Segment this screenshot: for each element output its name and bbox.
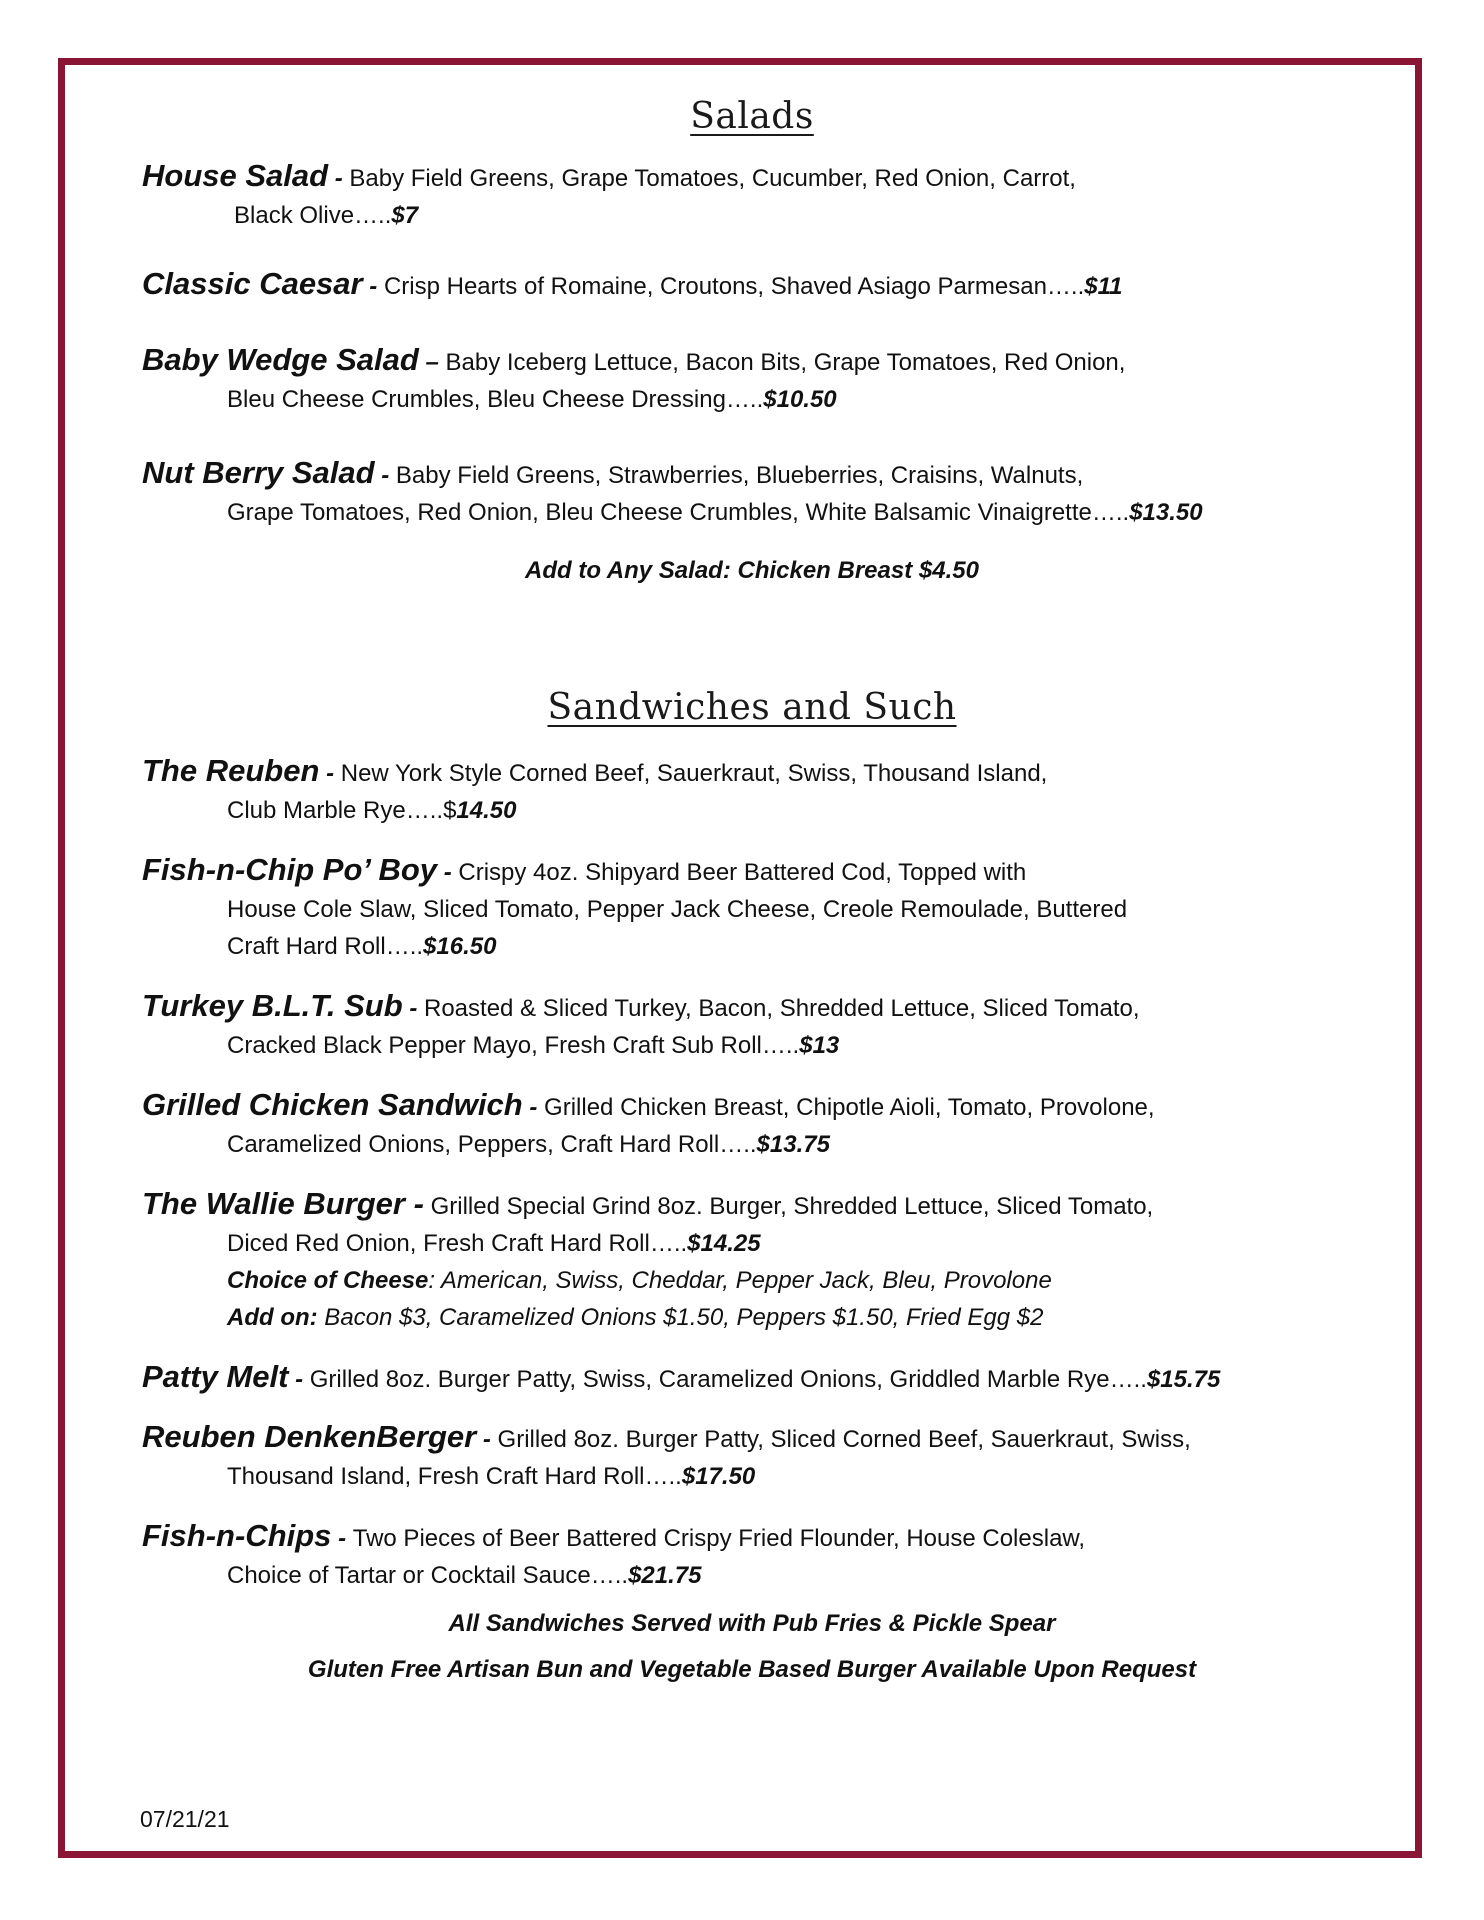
menu-content bbox=[142, 96, 1362, 1684]
item-description: New York Style Corned Beef, Sauerkraut, Swiss, Thousand Island, bbox=[340, 760, 1048, 787]
menu-item-turkey-blt-sub bbox=[142, 987, 1362, 1064]
item-description: Grape Tomatoes, Red Onion, Bleu Cheese Crumbles, White Balsamic Vinaigrette….. bbox=[227, 499, 1130, 526]
item-dash: - bbox=[402, 995, 424, 1022]
gluten-free-note: Gluten Free Artisan Bun and Vegetable Based Burger Available Upon Request bbox=[307, 1656, 1197, 1683]
menu-item-house-salad bbox=[142, 157, 1362, 234]
item-dash: - bbox=[362, 273, 384, 300]
item-description: Baby Iceberg Lettuce, Bacon Bits, Grape Tomatoes, Red Onion, bbox=[445, 349, 1126, 376]
item-price: $13.50 bbox=[1129, 499, 1203, 526]
item-description: House Cole Slaw, Sliced Tomato, Pepper Jack Cheese, Creole Remoulade, Buttered bbox=[227, 896, 1128, 923]
sandwich-sides-note: All Sandwiches Served with Pub Fries & Pickle Spear bbox=[448, 1610, 1056, 1637]
item-name: Classic Caesar bbox=[142, 266, 363, 301]
item-dash: - bbox=[522, 1094, 545, 1121]
cheese-choice-label: Choice of Cheese bbox=[227, 1267, 429, 1294]
item-description: Club Marble Rye…..$ bbox=[227, 797, 457, 824]
item-name: The Wallie Burger - bbox=[142, 1186, 424, 1221]
item-dash: - bbox=[374, 462, 396, 489]
item-price: $16.50 bbox=[423, 933, 497, 960]
menu-item-patty-melt bbox=[142, 1358, 1362, 1398]
item-name: Grilled Chicken Sandwich bbox=[142, 1087, 523, 1122]
menu-item-grilled-chicken-sandwich bbox=[142, 1086, 1362, 1163]
item-name: Baby Wedge Salad bbox=[142, 342, 419, 377]
menu-item-baby-wedge bbox=[142, 341, 1362, 418]
menu-item-fish-n-chip-po-boy bbox=[142, 851, 1362, 965]
item-dash: - bbox=[476, 1426, 498, 1453]
item-name: House Salad bbox=[142, 158, 329, 193]
menu-item-the-reuben bbox=[142, 752, 1362, 829]
item-name: Turkey B.L.T. Sub bbox=[142, 988, 403, 1023]
item-price: $21.75 bbox=[628, 1562, 702, 1589]
item-name: Fish-n-Chips bbox=[142, 1518, 332, 1553]
item-description: Grilled Special Grind 8oz. Burger, Shredded Lettuce, Sliced Tomato, bbox=[430, 1193, 1154, 1220]
item-dash: - bbox=[328, 165, 350, 192]
item-description: Crispy 4oz. Shipyard Beer Battered Cod, Topped with bbox=[458, 859, 1027, 886]
item-price: $15.75 bbox=[1146, 1366, 1221, 1393]
item-description: Baby Field Greens, Grape Tomatoes, Cucumber, Red Onion, Carrot, bbox=[349, 165, 1076, 192]
item-description: Cracked Black Pepper Mayo, Fresh Craft Sub Roll….. bbox=[227, 1032, 800, 1059]
menu-item-reuben-denkenberger bbox=[142, 1418, 1362, 1495]
item-name: Nut Berry Salad bbox=[142, 455, 375, 490]
menu-item-fish-n-chips bbox=[142, 1517, 1362, 1594]
menu-item-the-wallie-burger bbox=[142, 1185, 1362, 1336]
item-description: Caramelized Onions, Peppers, Craft Hard Roll….. bbox=[227, 1131, 757, 1158]
item-price: $13 bbox=[799, 1032, 840, 1059]
item-name: Reuben DenkenBerger bbox=[142, 1419, 477, 1454]
item-description: Roasted & Sliced Turkey, Bacon, Shredded Lettuce, Sliced Tomato, bbox=[424, 995, 1140, 1022]
item-price: $7 bbox=[391, 202, 419, 229]
item-price: 14.50 bbox=[456, 797, 517, 824]
item-dash: - bbox=[331, 1525, 353, 1552]
item-dash: - bbox=[288, 1366, 310, 1393]
item-description: Two Pieces of Beer Battered Crispy Fried Flounder, House Coleslaw, bbox=[352, 1525, 1086, 1552]
item-dash: - bbox=[319, 760, 341, 787]
addon-options: Bacon $3, Caramelized Onions $1.50, Peppers $1.50, Fried Egg $2 bbox=[317, 1304, 1044, 1331]
salads-title: Salads bbox=[690, 96, 814, 137]
item-description: Grilled 8oz. Burger Patty, Swiss, Caramelized Onions, Griddled Marble Rye….. bbox=[309, 1366, 1147, 1393]
item-dash: – bbox=[418, 349, 446, 376]
item-description: Crisp Hearts of Romaine, Croutons, Shaved Asiago Parmesan….. bbox=[383, 273, 1085, 300]
salad-addon-note: Add to Any Salad: Chicken Breast $4.50 bbox=[525, 557, 979, 584]
menu-item-classic-caesar bbox=[142, 265, 1362, 305]
item-description: Craft Hard Roll….. bbox=[227, 933, 424, 960]
sandwiches-title: Sandwiches and Such bbox=[547, 687, 957, 728]
menu-item-nut-berry bbox=[142, 454, 1362, 531]
item-description: Bleu Cheese Crumbles, Bleu Cheese Dressing….. bbox=[227, 386, 764, 413]
item-price: $13.75 bbox=[756, 1131, 830, 1158]
item-price: $10.50 bbox=[763, 386, 837, 413]
item-name: Patty Melt bbox=[142, 1359, 289, 1394]
addon-label: Add on: bbox=[227, 1304, 318, 1331]
item-price: $17.50 bbox=[681, 1463, 756, 1490]
item-name: The Reuben bbox=[142, 753, 320, 788]
item-price: $11 bbox=[1084, 273, 1123, 300]
item-description: Baby Field Greens, Strawberries, Blueberries, Craisins, Walnuts, bbox=[395, 462, 1084, 489]
item-description: Choice of Tartar or Cocktail Sauce….. bbox=[227, 1562, 629, 1589]
item-price: $14.25 bbox=[687, 1230, 761, 1257]
item-dash bbox=[424, 1193, 431, 1220]
item-description: Diced Red Onion, Fresh Craft Hard Roll….. bbox=[227, 1230, 688, 1257]
item-description: Grilled Chicken Breast, Chipotle Aioli, Tomato, Provolone, bbox=[544, 1094, 1155, 1121]
item-name: Fish-n-Chip Po’ Boy bbox=[142, 852, 438, 887]
item-dash: - bbox=[437, 859, 459, 886]
item-description: Black Olive….. bbox=[234, 202, 392, 229]
item-description: Thousand Island, Fresh Craft Hard Roll….. bbox=[227, 1463, 682, 1490]
cheese-choice-options: : American, Swiss, Cheddar, Pepper Jack, Bleu, Provolone bbox=[428, 1267, 1052, 1294]
item-description: Grilled 8oz. Burger Patty, Sliced Corned Beef, Sauerkraut, Swiss, bbox=[497, 1426, 1191, 1453]
menu-date: 07/21/21 bbox=[140, 1806, 230, 1832]
